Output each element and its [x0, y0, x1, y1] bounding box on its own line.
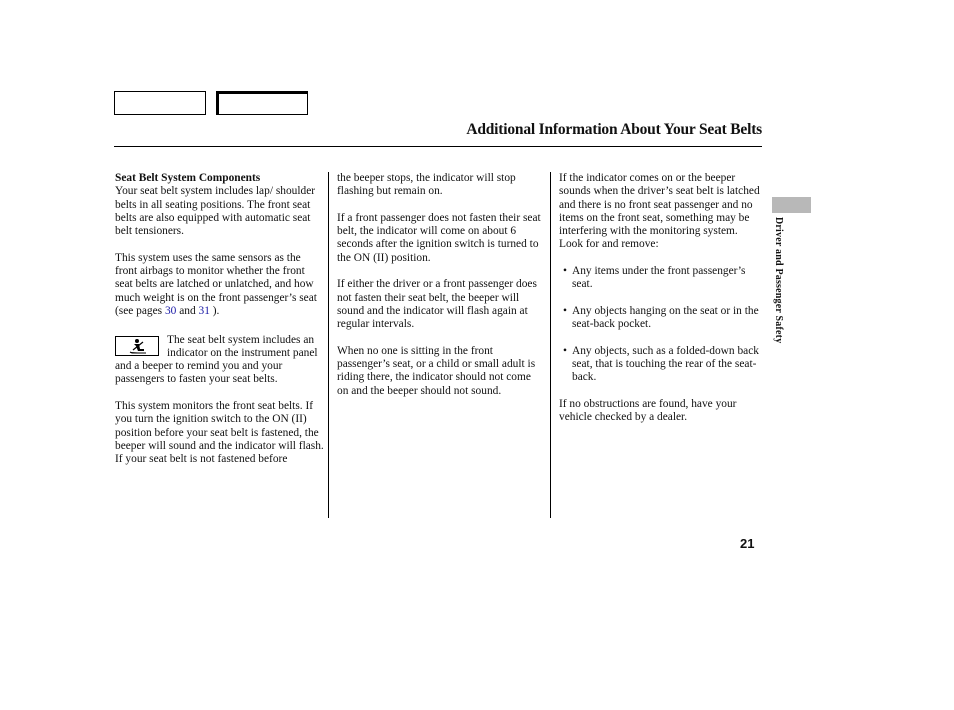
paragraph-text: and — [176, 304, 199, 317]
section-tab[interactable] — [772, 197, 811, 213]
column-2 — [337, 172, 542, 411]
paragraph — [115, 332, 325, 387]
list-item-text: Any objects, such as a folded-down back seat, that is touching the rear of the seat-back. — [572, 344, 759, 384]
list-item — [559, 265, 764, 292]
nav-next-button[interactable] — [216, 91, 308, 115]
paragraph-text: ). — [209, 304, 220, 317]
page-link-31[interactable]: 31 — [198, 304, 210, 317]
section-heading: Seat Belt System Components — [115, 172, 261, 184]
bullet-icon: • — [563, 344, 567, 357]
seatbelt-reminder-icon — [115, 336, 159, 356]
paragraph: If either the driver or a front passenger does not fasten their seat belt, the beeper will sound and the indicator will flash again at regular intervals. — [337, 278, 537, 331]
paragraph: This system monitors the front seat belts. If you turn the ignition switch to the ON (II) position before your seat belt is fastened, the beeper will sound and the indicator will flash. If your seat belt is not fastened before — [115, 400, 324, 466]
paragraph — [115, 252, 325, 318]
paragraph: If a front passenger does not fasten their seat belt, the indicator will come on about 6 seconds after the ignition switch is turned to the ON (II) position. — [337, 211, 541, 264]
paragraph: the beeper stops, the indicator will stop flashing but remain on. — [337, 172, 516, 198]
paragraph: When no one is sitting in the front passenger’s seat, or a child or small adult is riding there, the indicator should not come on and the beeper should not sound. — [337, 344, 536, 397]
title-rule — [114, 146, 762, 147]
bullet-icon: • — [563, 265, 567, 278]
page-title: Additional Information About Your Seat Belts — [466, 121, 762, 138]
nav-prev-button[interactable] — [114, 91, 206, 115]
paragraph: If the indicator comes on or the beeper sounds when the driver’s seat belt is latched and there is no front seat passenger and no items on the front seat, something may be interfering with the monitoring system. Look for and remove: — [559, 172, 760, 251]
list-item — [559, 345, 764, 385]
bullet-icon: • — [563, 304, 567, 317]
section-label: Driver and Passenger Safety — [773, 217, 784, 344]
page-link-30[interactable]: 30 — [164, 304, 177, 317]
column-1 — [115, 172, 325, 480]
column-divider — [550, 172, 551, 518]
list-item-text: Any objects hanging on the seat or in the seat-back pocket. — [572, 304, 759, 331]
list-item-text: Any items under the front passenger’s seat. — [572, 265, 746, 291]
column-divider — [328, 172, 329, 518]
column-3 — [559, 172, 764, 438]
page-number: 21 — [740, 536, 755, 551]
paragraph-text: The seat belt system includes an indicator on the instrument panel and a beeper to remind you and your passengers to fasten your seat belts. — [115, 333, 318, 386]
paragraph: If no obstructions are found, have your vehicle checked by a dealer. — [559, 398, 737, 424]
paragraph: Your seat belt system includes lap/ shoulder belts in all seating positions. The front seat belts are also equipped with automatic seat belt tensioners. — [115, 185, 316, 238]
paragraph-text: This system uses the same sensors as the front airbags to monitor whether the front seat belts are latched or unlatched, and how much weight is on the front passenger’s seat (see pages — [115, 251, 317, 317]
list-item — [559, 305, 764, 332]
